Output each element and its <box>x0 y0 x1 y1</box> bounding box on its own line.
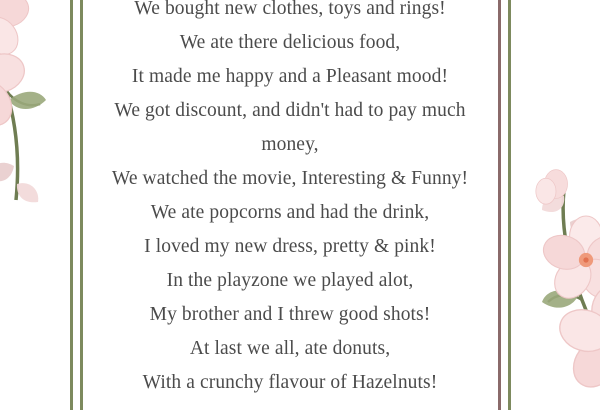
poem-line: I loved my new dress, pretty & pink! <box>92 230 488 264</box>
stem-group <box>0 0 40 200</box>
poem-line: We ate there delicious food, <box>92 26 488 60</box>
stem-group <box>548 190 600 420</box>
left-inner-rule <box>80 0 83 410</box>
poem-line: We ate popcorns and had the drink, <box>92 196 488 230</box>
poem-body <box>92 0 488 400</box>
right-inner-rule <box>498 0 501 410</box>
blossom-icon <box>554 286 600 396</box>
poem-line: With a crunchy flavour of Hazelnuts! <box>92 366 488 400</box>
blossom-icon <box>539 216 600 305</box>
poem-line: My brother and I threw good shots! <box>92 298 488 332</box>
blossom-icon <box>0 0 33 61</box>
blossom-icon <box>0 32 29 133</box>
cherry-blossom-cluster-left <box>0 0 104 230</box>
poem-line: We got discount, and didn't had to pay much money, <box>92 94 488 162</box>
poem-line: We bought new clothes, toys and rings! <box>92 0 488 26</box>
cherry-blossom-cluster-right <box>486 150 600 420</box>
poem-line: At last we all, ate donuts, <box>92 332 488 366</box>
blossom-bud-icon <box>536 170 568 205</box>
poem-line: It made me happy and a Pleasant mood! <box>92 60 488 94</box>
poem-line: In the playzone we played alot, <box>92 264 488 298</box>
leaf-group <box>0 92 46 203</box>
leaf-group <box>542 194 596 308</box>
left-outer-rule <box>70 0 73 410</box>
poem-line: We watched the movie, Interesting & Funny! <box>92 162 488 196</box>
right-outer-rule <box>508 0 511 410</box>
